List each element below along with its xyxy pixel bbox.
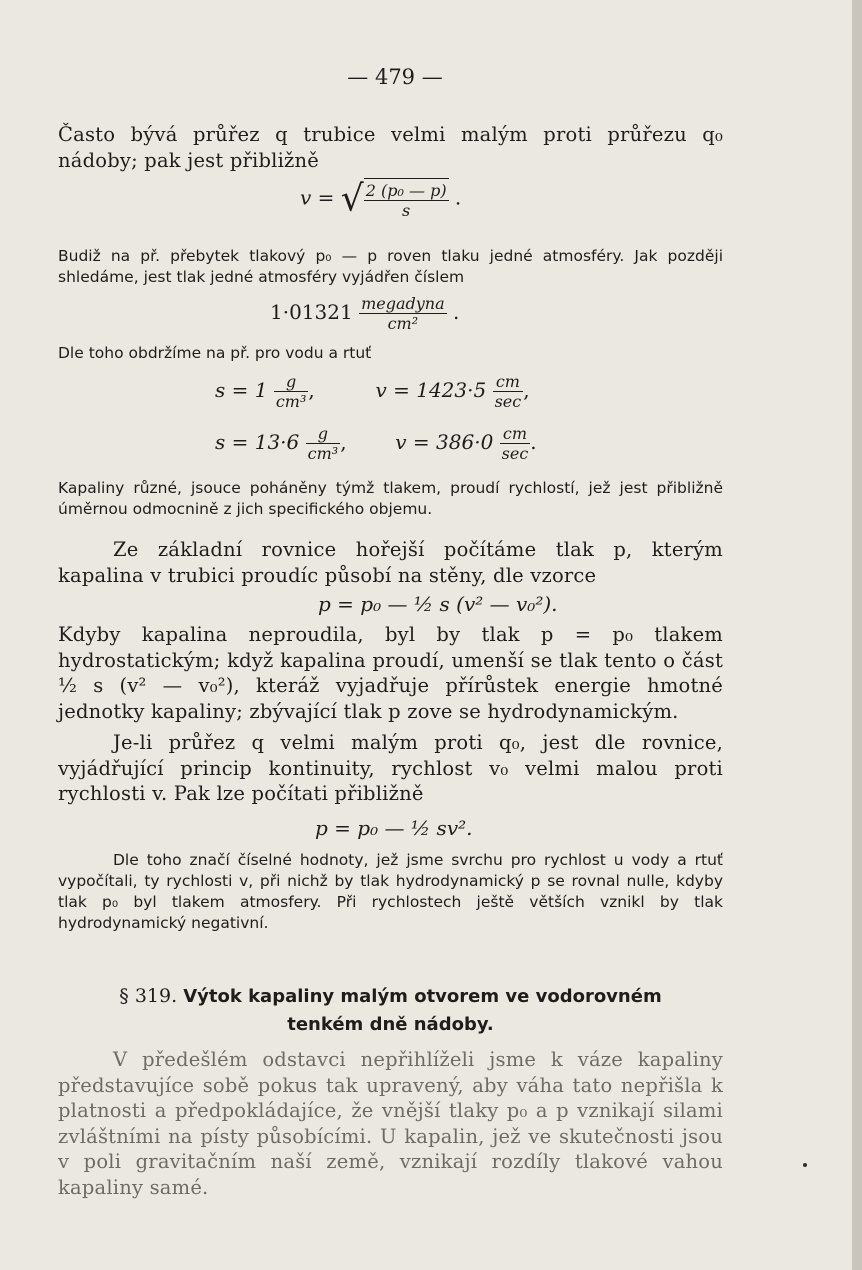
formula-mercury: s = 13·6 $\frac{g}{\text{cm³}}$ , v = 386·0 $\frac{cm}{\sec}$ . <box>215 424 537 463</box>
pressure-paragraph: Ze základní rovnice hořejší počítáme tlak p, kterým kapalina v trubici proudíc působí na stěny, dle vzorce <box>58 538 723 587</box>
section-heading <box>58 982 723 1039</box>
page-number: — 479 — <box>347 65 443 89</box>
formula-velocity-numerator: 2 (p₀ — p) <box>365 181 447 200</box>
water-density-lhs: s = 1 <box>215 378 268 402</box>
formula-pressure-approx: p = p₀ — ½ sv². <box>315 816 473 840</box>
values-paragraph: Dle toho značí číselné hodnoty, jež jsme svrchu pro rychlost u vody a rtuť vypočítali, ty rychlosti v, při nichž by tlak hydrodynamický p se rovnal nulle, kdyby tlak p₀ byl tlakem atmosfery. Při rychlostech ještě větších vznikl by tlak hydrodynamický negativní. <box>58 851 723 932</box>
hydrostatic-paragraph: Kdyby kapalina neproudila, byl by tlak p = p₀ tlakem hydrostatickým; když kapalina proudí, umenší se tlak tento o část ½ s (v² — v₀²), kteráž vyjadřuje přírůstek energie hmotné jednotky kapaliny; zbývající tlak p zove se hydrodynamickým. <box>58 623 723 723</box>
section-title-line-1: Výtok kapaliny malým otvorem ve vodorovném <box>183 986 662 1007</box>
water-density-denominator: cm³ <box>275 392 307 411</box>
liquids-paragraph: Kapaliny různé, jsouce poháněny týmž tlakem, proudí rychlostí, jež jest přibližně úměrnou odmocnině z jich specifického objemu. <box>58 479 723 518</box>
formula-velocity-end: . <box>454 185 462 210</box>
margin-mark <box>803 1163 807 1167</box>
mercury-density-numerator: g <box>306 424 341 444</box>
water-velocity-lhs: v = 1423·5 <box>375 378 487 402</box>
water-density-numerator: g <box>274 372 309 392</box>
section-title-line-2: tenkém dně nádoby. <box>287 1014 494 1035</box>
formula-water: s = 1 $\frac{g}{\text{cm³}}$ , v = 1423·5 $\frac{cm}{\sec}$ , <box>215 372 530 411</box>
water-velocity-numerator: cm <box>493 372 524 392</box>
mercury-density-denominator: cm³ <box>307 444 339 463</box>
mercury-density-lhs: s = 13·6 <box>215 430 300 454</box>
section-heading-line-1 <box>58 982 723 1011</box>
formula-velocity-denominator: s <box>402 201 411 220</box>
formula-atmosphere-denominator: cm² <box>387 314 419 333</box>
formula-atmosphere-numerator: megadyna <box>361 294 445 313</box>
water-velocity-denominator: sec <box>494 392 522 411</box>
mercury-velocity-lhs: v = 386·0 <box>395 430 494 454</box>
page-edge <box>852 0 862 1270</box>
continuity-paragraph: Je-li průřez q velmi malým proti q₀, jest dle rovnice, vyjádřující princip kontinuity, rychlost v₀ velmi malou proti rychlosti v. Pak lze počítati přibližně <box>58 731 723 805</box>
gravity-paragraph: V předešlém odstavci nepřihlíželi jsme k váze kapaliny představujíce sobě pokus tak upravený, aby váha tato nepřišla k platnosti a předpokládajíce, že vnější tlaky p₀ a p vznikají silami zvláštními na písty působícími. U kapalin, jež ve skutečnosti jsou v poli gravitačním naší země, vznikají rozdíly tlakové vahou kapaliny samé. <box>58 1048 723 1199</box>
formula-velocity-lhs: v = <box>300 185 335 210</box>
formula-velocity <box>300 178 461 220</box>
formula-pressure: p = p₀ — ½ s (v² — v₀²). <box>318 592 558 616</box>
section-number: § 319. <box>119 985 178 1007</box>
formula-atmosphere-end: . <box>452 300 460 324</box>
mercury-velocity-numerator: cm <box>500 424 531 444</box>
formula-velocity-radicand <box>364 178 449 220</box>
water-mercury-intro: Dle toho obdržíme na př. pro vodu a rtuť <box>58 344 372 362</box>
sqrt-sign: √ <box>340 178 364 220</box>
formula-atmosphere-value: 1·01321 <box>270 300 353 324</box>
intro-paragraph: Často bývá průřez q trubice velmi malým proti průřezu q₀ nádoby; pak jest přibližně <box>58 123 723 172</box>
mercury-velocity-denominator: sec <box>501 444 529 463</box>
atmosphere-paragraph: Budiž na př. přebytek tlakový p₀ — p roven tlaku jedné atmosféry. Jak později shledáme, jest tlak jedné atmosféry vyjádřen číslem <box>58 247 723 286</box>
formula-atmosphere <box>270 294 459 333</box>
